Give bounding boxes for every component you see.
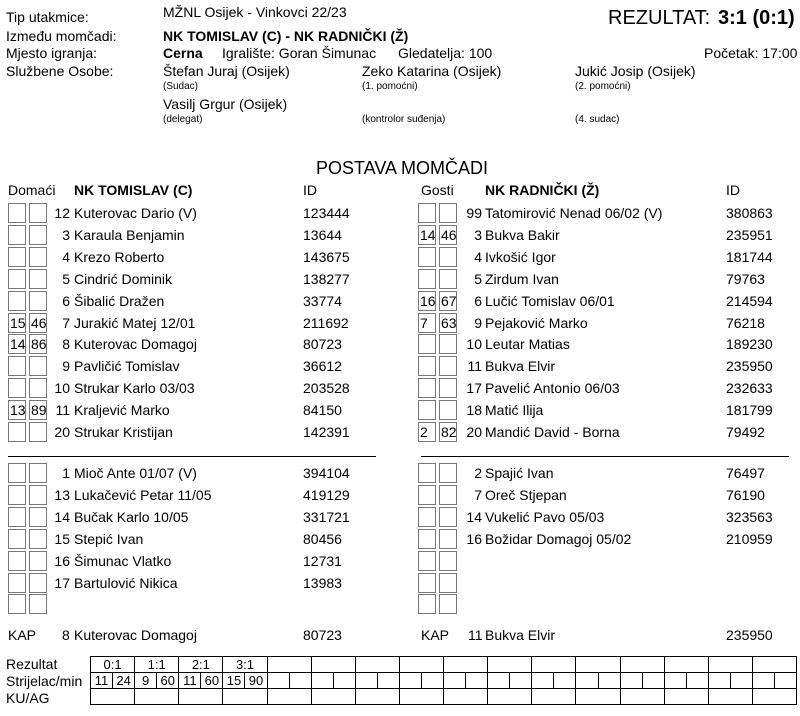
official-name: Vasilj Grgur (Osijek) <box>163 96 288 112</box>
result-value: 3:1 (0:1) <box>718 7 795 29</box>
sub-minute-box: 46 <box>31 315 47 331</box>
scorer-cell <box>642 673 664 689</box>
ku-ag-cell <box>311 689 355 705</box>
player-number: 17 <box>466 380 482 396</box>
home-captain-name: Kuterovac Domagoj <box>74 627 197 643</box>
score-cell: 2:1 <box>179 657 223 673</box>
scorer-cell <box>510 673 532 689</box>
player-id: 380863 <box>726 205 773 221</box>
player-id: 181744 <box>726 249 773 265</box>
player-number: 14 <box>466 509 482 525</box>
sub-minute-box <box>8 247 26 267</box>
player-id: 235950 <box>726 358 773 374</box>
player-id: 142391 <box>303 424 350 440</box>
sub-minute-box <box>8 422 26 442</box>
scorer-cell <box>708 673 730 689</box>
away-captain-id: 235950 <box>726 627 773 643</box>
score-cell <box>444 657 488 673</box>
official-name: Zeko Katarina (Osijek) <box>362 63 502 79</box>
player-name: Karaula Benjamin <box>74 227 185 243</box>
scorer-cell <box>466 673 488 689</box>
player-name: Pavelić Antonio 06/03 <box>485 380 620 396</box>
official-name: Štefan Juraj (Osijek) <box>163 63 290 79</box>
scorer-cell: 60 <box>201 673 223 689</box>
scorer-cell <box>289 673 311 689</box>
sub-minute-box <box>8 594 26 614</box>
scorer-cell: 15 <box>223 673 245 689</box>
player-number: 13 <box>54 487 70 503</box>
sub-minute-box <box>418 573 436 593</box>
sub-minute-box: 14 <box>420 227 436 243</box>
match-type-label: Tip utakmice: <box>6 9 89 25</box>
player-number: 7 <box>62 315 70 331</box>
player-number: 1 <box>62 465 70 481</box>
scorer-cell <box>444 673 466 689</box>
player-name: Leutar Matias <box>485 336 570 352</box>
player-number: 5 <box>62 271 70 287</box>
scorer-cell: 9 <box>135 673 157 689</box>
sub-minute-box: 16 <box>420 293 436 309</box>
player-name: Ivkošić Igor <box>485 249 556 265</box>
scorer-row-label: Strijelac/min <box>6 673 83 689</box>
player-id: 33774 <box>303 293 342 309</box>
ku-ag-cell <box>355 689 399 705</box>
sub-minute-box <box>418 203 436 223</box>
away-divider <box>421 456 789 457</box>
sub-minute-box: 89 <box>31 402 47 418</box>
between-value: NK TOMISLAV (C) - NK RADNIČKI (Ž) <box>163 28 409 44</box>
sub-minute-box: 13 <box>10 402 26 418</box>
player-name: Krezo Roberto <box>74 249 165 265</box>
sub-minute-box <box>418 463 436 483</box>
sub-minute-box: 82 <box>441 424 457 440</box>
player-name: Matić Ilija <box>485 402 544 418</box>
score-row-label: Rezultat <box>6 656 58 672</box>
player-name: Lučić Tomislav 06/01 <box>485 293 615 309</box>
sub-minute-box <box>418 334 436 354</box>
sub-minute-box <box>418 269 436 289</box>
player-id: 419129 <box>303 487 350 503</box>
official-role: (4. sudac) <box>575 114 620 125</box>
away-captain-label: KAP <box>421 627 450 643</box>
player-number: 7 <box>474 487 482 503</box>
player-id: 331721 <box>303 509 350 525</box>
home-captain-label: KAP <box>8 627 37 643</box>
player-id: 394104 <box>303 465 350 481</box>
scorer-cell <box>752 673 774 689</box>
player-id: 76497 <box>726 465 765 481</box>
home-team-name: NK TOMISLAV (C) <box>74 182 193 198</box>
start-time: Početak: 17:00 <box>704 45 798 61</box>
ku-ag-cell <box>135 689 179 705</box>
player-id: 79492 <box>726 424 765 440</box>
sub-minute-box <box>439 594 457 614</box>
home-side-label: Domaći <box>8 182 56 198</box>
player-number: 14 <box>54 509 70 525</box>
match-type-value: MŽNL Osijek - Vinkovci 22/23 <box>163 4 347 20</box>
scorer-cell <box>377 673 399 689</box>
player-number: 4 <box>474 249 482 265</box>
scorer-cell: 60 <box>157 673 179 689</box>
ku-ag-cell <box>91 689 135 705</box>
player-number: 3 <box>474 227 482 243</box>
player-id: 214594 <box>726 293 773 309</box>
player-name: Stepić Ivan <box>74 531 144 547</box>
sub-minute-box <box>8 551 26 571</box>
sub-minute-box <box>418 485 436 505</box>
player-number: 18 <box>466 402 482 418</box>
sub-minute-box: 15 <box>10 315 26 331</box>
score-cell <box>620 657 664 673</box>
player-id: 203528 <box>303 380 350 396</box>
player-name: Tatomirović Nenad 06/02 (V) <box>485 205 663 221</box>
player-name: Bartulović Nikica <box>74 575 178 591</box>
sub-minute-box <box>418 378 436 398</box>
player-name: Spajić Ivan <box>485 465 554 481</box>
player-id: 36612 <box>303 358 342 374</box>
scorer-cell <box>686 673 708 689</box>
official-role: (1. pomoćni) <box>362 81 418 92</box>
home-divider <box>8 456 376 457</box>
score-cell <box>311 657 355 673</box>
sub-minute-box <box>8 356 26 376</box>
player-name: Strukar Kristijan <box>74 424 173 440</box>
ku-ag-cell <box>179 689 223 705</box>
scorer-cell: 11 <box>179 673 201 689</box>
scorer-cell <box>730 673 752 689</box>
official-role: (delegat) <box>163 114 203 125</box>
away-side-label: Gosti <box>421 182 454 198</box>
sub-minute-box: 7 <box>418 313 436 333</box>
sub-minute-box: 14 <box>10 336 26 352</box>
player-number: 17 <box>54 575 70 591</box>
player-name: Božidar Domagoj 05/02 <box>485 531 632 547</box>
sub-minute-box <box>8 529 26 549</box>
player-name: Kuterovac Domagoj <box>74 336 197 352</box>
score-cell <box>664 657 708 673</box>
player-number: 11 <box>467 358 482 374</box>
player-id: 210959 <box>726 531 773 547</box>
sub-minute-box <box>418 551 436 571</box>
scorer-cell: 90 <box>245 673 267 689</box>
scorer-cell: 24 <box>113 673 135 689</box>
home-id-label: ID <box>303 182 317 198</box>
player-number: 9 <box>62 358 70 374</box>
spectators: Gledatelja: 100 <box>398 45 493 61</box>
sub-minute-box: 86 <box>31 336 47 352</box>
official-name: Jukić Josip (Osijek) <box>575 63 696 79</box>
score-cell: 0:1 <box>91 657 135 673</box>
ku-ag-cell <box>752 689 796 705</box>
scorer-cell <box>267 673 289 689</box>
player-name: Šibalić Dražen <box>74 293 165 309</box>
player-id: 84150 <box>303 402 342 418</box>
player-number: 10 <box>466 336 482 352</box>
player-number: 16 <box>466 531 482 547</box>
player-number: 9 <box>474 315 482 331</box>
sub-minute-box <box>418 529 436 549</box>
scorer-cell <box>488 673 510 689</box>
sub-minute-box <box>418 247 436 267</box>
sub-minute-box <box>418 507 436 527</box>
player-number: 16 <box>54 553 70 569</box>
sub-minute-box <box>29 594 47 614</box>
player-number: 12 <box>54 205 70 221</box>
player-id: 80456 <box>303 531 342 547</box>
player-number: 15 <box>54 531 70 547</box>
official-role: (2. pomoćni) <box>575 81 631 92</box>
scorer-cell <box>554 673 576 689</box>
score-cell <box>399 657 443 673</box>
place-value: Cerna <box>163 45 203 61</box>
scorer-cell <box>598 673 620 689</box>
player-number: 99 <box>466 205 482 221</box>
sub-minute-box: 46 <box>441 227 457 243</box>
ku-ag-cell <box>620 689 664 705</box>
score-cell <box>267 657 311 673</box>
ku-ag-cell <box>488 689 532 705</box>
away-team-name: NK RADNIČKI (Ž) <box>485 182 600 198</box>
score-cell <box>355 657 399 673</box>
player-name: Strukar Karlo 03/03 <box>74 380 195 396</box>
sub-minute-box: 2 <box>418 422 436 442</box>
sub-minute-box <box>8 225 26 245</box>
player-name: Kraljević Marko <box>74 402 170 418</box>
sub-minute-box <box>8 485 26 505</box>
scorer-cell: 11 <box>91 673 113 689</box>
scorer-cell <box>576 673 598 689</box>
score-cell <box>488 657 532 673</box>
player-number: 10 <box>54 380 70 396</box>
ku-ag-cell <box>444 689 488 705</box>
player-id: 138277 <box>303 271 350 287</box>
ku-ag-cell <box>664 689 708 705</box>
sub-minute-box: 67 <box>441 293 457 309</box>
home-captain-number: 8 <box>62 627 70 643</box>
player-name: Oreč Stjepan <box>485 487 567 503</box>
sub-minute-box <box>439 551 457 571</box>
player-id: 13983 <box>303 575 342 591</box>
player-number: 11 <box>55 402 70 418</box>
ku-ag-cell <box>532 689 576 705</box>
player-number: 20 <box>54 424 70 440</box>
player-id: 123444 <box>303 205 350 221</box>
scorer-cell <box>399 673 421 689</box>
player-id: 76190 <box>726 487 765 503</box>
scorer-cell <box>532 673 554 689</box>
ku-ag-row-label: KU/AG <box>6 690 50 706</box>
player-id: 143675 <box>303 249 350 265</box>
player-number: 2 <box>474 465 482 481</box>
player-id: 211692 <box>303 315 349 331</box>
sub-minute-box <box>8 573 26 593</box>
player-id: 12731 <box>303 553 342 569</box>
ku-ag-cell <box>576 689 620 705</box>
player-id: 232633 <box>726 380 773 396</box>
scorer-cell <box>775 673 797 689</box>
sub-minute-box <box>418 594 436 614</box>
ku-ag-cell <box>223 689 267 705</box>
player-id: 235951 <box>726 227 773 243</box>
sub-minute-box <box>439 573 457 593</box>
player-id: 181799 <box>726 402 773 418</box>
player-name: Zirdum Ivan <box>485 271 559 287</box>
player-id: 76218 <box>726 315 765 331</box>
sub-minute-box <box>8 507 26 527</box>
away-id-label: ID <box>726 182 740 198</box>
result-label: REZULTAT: <box>608 7 711 29</box>
score-cell: 1:1 <box>135 657 179 673</box>
scorer-cell <box>355 673 377 689</box>
player-number: 6 <box>62 293 70 309</box>
sub-minute-box <box>8 269 26 289</box>
player-number: 8 <box>62 336 70 352</box>
score-cell <box>708 657 752 673</box>
player-name: Bučak Karlo 10/05 <box>74 509 189 525</box>
score-cell <box>576 657 620 673</box>
sub-minute-box <box>8 378 26 398</box>
official-role: (Sudac) <box>163 81 199 92</box>
scorer-cell <box>311 673 333 689</box>
sub-minute-box <box>418 356 436 376</box>
player-number: 6 <box>474 293 482 309</box>
player-number: 3 <box>62 227 70 243</box>
player-number: 5 <box>474 271 482 287</box>
player-id: 79763 <box>726 271 765 287</box>
player-name: Pavličić Tomislav <box>74 358 180 374</box>
sub-minute-box <box>8 203 26 223</box>
player-name: Šimunac Vlatko <box>74 553 172 569</box>
score-cell <box>532 657 576 673</box>
field-name: Igralište: Goran Šimunac <box>222 45 377 61</box>
officials-label: Službene Osobe: <box>6 63 114 79</box>
scorer-cell <box>664 673 686 689</box>
player-id: 13644 <box>303 227 342 243</box>
player-name: Mandić David - Borna <box>485 424 620 440</box>
player-name: Vukelić Pavo 05/03 <box>485 509 605 525</box>
player-name: Pejaković Marko <box>485 315 588 331</box>
player-name: Bukva Elvir <box>485 358 556 374</box>
between-label: Između momčadi: <box>6 28 117 44</box>
sub-minute-box <box>418 400 436 420</box>
player-id: 80723 <box>303 336 342 352</box>
player-name: Kuterovac Dario (V) <box>74 205 197 221</box>
home-captain-id: 80723 <box>303 627 342 643</box>
section-title: POSTAVA MOMČADI <box>316 158 489 178</box>
score-cell <box>752 657 796 673</box>
player-name: Cindrić Dominik <box>74 271 173 287</box>
official-role: (kontrolor suđenja) <box>362 114 446 125</box>
ku-ag-cell <box>267 689 311 705</box>
player-number: 20 <box>466 424 482 440</box>
away-captain-name: Bukva Elvir <box>485 627 556 643</box>
player-name: Lukačević Petar 11/05 <box>74 487 212 503</box>
ku-ag-cell <box>399 689 443 705</box>
player-number: 4 <box>62 249 70 265</box>
sub-minute-box: 63 <box>441 315 457 331</box>
score-cell: 3:1 <box>223 657 267 673</box>
place-label: Mjesto igranja: <box>6 45 98 61</box>
sub-minute-box <box>8 463 26 483</box>
scorer-cell <box>333 673 355 689</box>
scorer-cell <box>620 673 642 689</box>
ku-ag-cell <box>708 689 752 705</box>
score-table <box>90 656 797 705</box>
player-id: 323563 <box>726 509 773 525</box>
scorer-cell <box>422 673 444 689</box>
player-name: Jurakić Matej 12/01 <box>74 315 196 331</box>
player-name: Mioč Ante 01/07 (V) <box>74 465 197 481</box>
away-captain-number: 11 <box>468 627 483 643</box>
sub-minute-box <box>8 291 26 311</box>
player-id: 189230 <box>726 336 773 352</box>
player-name: Bukva Bakir <box>485 227 560 243</box>
